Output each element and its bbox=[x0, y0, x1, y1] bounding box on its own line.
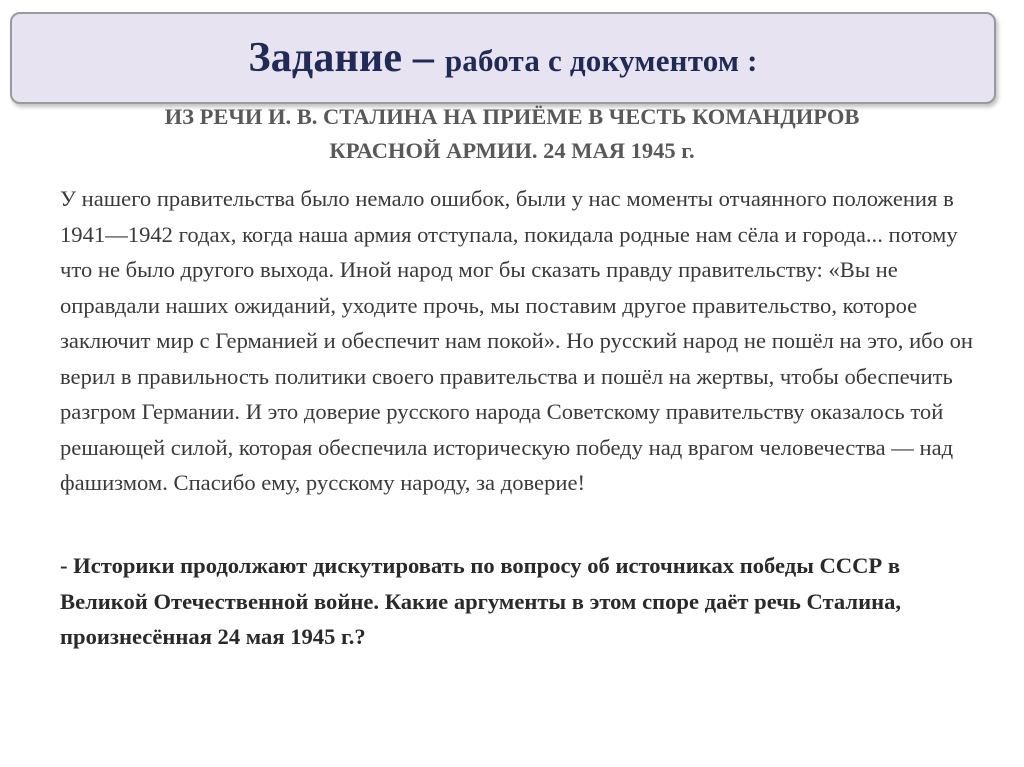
document-heading bbox=[60, 100, 964, 168]
question-text: - Историки продолжают дискутировать по вопросу об источниках победы СССР в Великой Отечественной войне. Какие аргументы в этом споре даёт речь Сталина, произнесённая 24 мая 1945 г.? bbox=[60, 553, 902, 649]
slide-title bbox=[248, 37, 757, 79]
title-main: Задание – bbox=[248, 35, 445, 81]
document-text: У нашего правительства было немало ошибок, были у нас моменты отчаянного положения в 1941—1942 годах, когда наша армия отступала, покидала родные нам сёла и города... потому что не было другого выхода. Иной народ мог бы сказать правду правительству: «Вы не оправдали наших ожиданий, уходите прочь, мы поставим другое правительство, которое заключит мир с Германией и обеспечит нам покой». Но русский народ не пошёл на это, ибо он верил в правильность политики своего правительства и пошёл на жертвы, чтобы обеспечить разгром Германии. И это доверие русского народа Советскому правительству оказалось той решающей силой, которая обеспечила историческую победу над врагом человечества — над фашизмом. Спасибо ему, русскому народу, за доверие! bbox=[60, 186, 973, 495]
document-heading-line1: ИЗ РЕЧИ И. В. СТАЛИНА НА ПРИЁМЕ В ЧЕСТЬ КОМАНДИРОВ bbox=[164, 104, 860, 129]
title-sub: работа с документом : bbox=[444, 43, 758, 78]
document-heading-line2: КРАСНОЙ АРМИИ. 24 МАЯ 1945 г. bbox=[329, 138, 695, 163]
title-box bbox=[10, 12, 996, 104]
